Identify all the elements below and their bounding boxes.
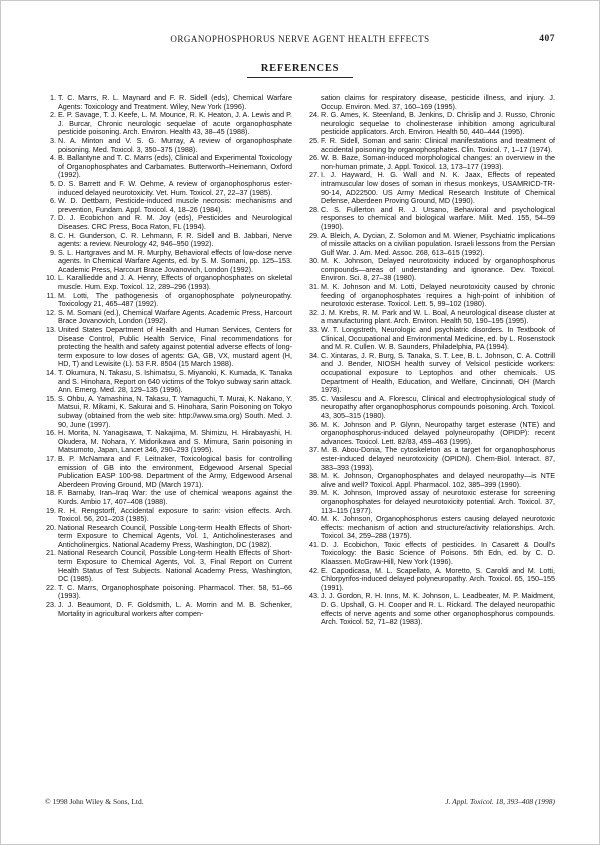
reference-number: 4. <box>50 153 56 163</box>
reference-text: M. K. Johnson, Organophosphates and delayed neuropathy—is NTE alive and well? Toxicol. Appl. Pharmacol. 102, 385–399 (1990). <box>321 471 555 489</box>
reference-text: F. Barnaby, Iran–Iraq War: the use of chemical weapons against the Kurds. Ambio 17, 407–408 (1988). <box>58 488 292 506</box>
right-column <box>308 94 555 792</box>
reference-number: 3. <box>50 135 56 145</box>
reference-item <box>308 541 555 567</box>
reference-item <box>308 283 555 309</box>
reference-number: 15. <box>46 393 56 403</box>
reference-item <box>45 292 292 309</box>
reference-number: 40. <box>309 514 319 524</box>
reference-columns <box>45 94 555 792</box>
reference-text: National Research Council, Possible Long-term Health Effects of Short-term Exposure to Chemical Agents, Vol. 1, Anticholinesterases and Anticholinergics. National Academy Press, Washington, DC (1982). <box>58 522 292 549</box>
reference-number: 23. <box>46 600 56 610</box>
reference-item <box>308 472 555 489</box>
reference-number: 5. <box>50 178 56 188</box>
reference-text: T. C. Marrs, Organophosphate poisoning. Pharmacol. Ther. 58, 51–66 (1993). <box>58 582 292 601</box>
reference-item <box>45 584 292 601</box>
section-title: REFERENCES <box>247 63 354 78</box>
reference-item <box>45 197 292 214</box>
reference-item <box>45 214 292 231</box>
reference-text: S. Ohbu, A. Yamashina, N. Takasu, T. Yamaguchi, T. Murai, K. Nakano, Y. Matsui, R. Mikami, K. Sakurai and S. Hinohara, Sarin Poisoning on Tokyo subway (obtained from the web site: http://www.sma.org) South. Med. J. 90, June (1997). <box>58 393 292 429</box>
reference-number: 37. <box>309 445 319 455</box>
reference-item <box>45 137 292 154</box>
reference-number: 38. <box>309 471 319 481</box>
reference-item <box>308 309 555 326</box>
reference-item <box>308 232 555 258</box>
reference-item <box>308 489 555 515</box>
reference-text: N. A. Minton and V. S. G. Murray, A review of organophosphate poisoning. Med. Toxicol. 3, 350–375 (1988). <box>58 135 292 154</box>
running-title: ORGANOPHOSPHORUS NERVE AGENT HEALTH EFFECTS <box>170 34 430 44</box>
reference-number: 28. <box>309 204 319 214</box>
reference-number: 35. <box>309 393 319 403</box>
reference-number: 30. <box>309 256 319 266</box>
reference-text: T. Okumura, N. Takasu, S. Ishimatsu, S. Miyanoki, K. Kumada, K. Tanaka and S. Hinohara, Report on 640 victims of the Tokyo subway sarin attack. Ann. Emerg. Med. 28, 129–135 (1996). <box>58 368 292 395</box>
reference-text: C. Xintaras, J. R. Burg, S. Tanaka, S. T. Lee, B. L. Johnson, C. A. Cottrill and J. Bender, NIOSH health survey of Velsicol pesticide workers: occupational exposure to Leptophos and other chemicals. US Department of Health, Education, and Welfare, Cincinnati, OH (March 1978). <box>321 350 555 395</box>
reference-item <box>308 206 555 232</box>
reference-number: 6. <box>50 196 56 206</box>
reference-item <box>45 154 292 180</box>
reference-text: L. Karalliedde and J. A. Henry, Effects of organophosphates on skeletal muscle. Hum. Exp. Toxicol. 12, 289–296 (1993). <box>58 273 292 292</box>
reference-text: C. H. Gunderson, C. R. Lehmann, F. R. Sidell and B. Jabbari, Nerve agents: a review. Neurology 42, 946–950 (1992). <box>58 230 292 249</box>
reference-text: H. Morita, N. Yanagisawa, T. Nakajima, M. Shimizu, H. Hirabayashi, H. Okudera, M. Nohara, Y. Midorikawa and S. Mimura, Sarin poisoning in Matsumoto, Japan, Lancet 346, 290–293 (1995). <box>58 428 292 455</box>
reference-text: E. Capodicasa, M. L. Scapellato, A. Moretto, S. Caroldi and M. Lotti, Chlorpyrifos-induced delayed polyneuropathy. Arch. Toxicol. 65, 150–155 (1991). <box>321 565 555 592</box>
reference-number: 17. <box>46 453 56 463</box>
reference-text: J. M. Krebs, R. M. Park and W. L. Boal, A neurological disease cluster at a manufacturing plant. Arch. Environ. Health 50, 190–195 (1995). <box>321 307 555 326</box>
continuation-text: sation claims for respiratory disease, pesticide illness, and injury. J. Occup. Environ. Med. 37, 160–169 (1995). <box>321 94 555 111</box>
reference-item <box>308 137 555 154</box>
reference-number: 39. <box>309 488 319 498</box>
reference-text: United States Department of Health and Human Services, Centers for Disease Control, Public Health Service, Final recommendations for protecting the health and safety against potential adverse effects of long-term exposure to low doses of agents: GA, GB, VX, mustard agent (H, HD, T) and Lewisite (L). 53 F.R. 8504 (15 March 1988). <box>58 325 292 369</box>
reference-number: 13. <box>46 325 56 335</box>
reference-number: 1. <box>50 94 56 102</box>
reference-text: M. K. Johnson and P. Glynn, Neuropathy target esterase (NTE) and organophosphorus-induced delayed polyneuropathy (OPIDP): recent advances. Toxicol. Lett. 82/83, 459–463 (1995). <box>321 419 555 446</box>
reference-number: 36. <box>309 419 319 429</box>
reference-number: 21. <box>46 548 56 558</box>
reference-number: 42. <box>309 565 319 575</box>
copyright-text: © 1998 John Wiley & Sons, Ltd. <box>45 797 144 806</box>
reference-text: D. J. Ecobichon, Toxic effects of pesticides. In Casarett & Doull's Toxicology: the Basic Science of Poisons. 5th Edn, ed. by C. D. Klaassen. McGraw-Hill, New York (1996). <box>321 539 555 567</box>
reference-number: 25. <box>309 135 319 145</box>
reference-item <box>45 111 292 137</box>
reference-item <box>45 249 292 275</box>
reference-text: S. L. Hartgraves and M. R. Murphy, Behavioral effects of low-dose nerve agents. In Chemical Warfare Agents, ed. by S. M. Somani, pp. 125–153. Academic Press, Harcourt Brace Jovanovich, London (1992). <box>58 247 292 274</box>
page-footer <box>45 797 555 806</box>
reference-item <box>45 309 292 326</box>
reference-item <box>308 421 555 447</box>
reference-number: 8. <box>50 230 56 240</box>
reference-item <box>45 274 292 291</box>
reference-item <box>45 549 292 583</box>
reference-text: C. Vasilescu and A. Florescu, Clinical and electrophysiological study of neuropathy after organophosphorus compounds poisoning. Arch. Toxicol. 43, 305–315 (1980). <box>321 393 555 420</box>
reference-item <box>308 111 555 137</box>
reference-text: M. K. Johnson, Delayed neurotoxicity induced by organophosphorus compounds—areas of understanding and ignorance. Dev. Toxicol. Environ. Sci. 8, 27–38 (1980). <box>321 256 555 283</box>
reference-text: D. S. Barrett and F. W. Oehme, A review of organophosphorus ester-induced delayed neurotoxicity. Vet. Hum. Toxicol. 27, 22–37 (1985). <box>58 178 292 197</box>
reference-number: 2. <box>50 110 56 120</box>
reference-item <box>45 507 292 524</box>
reference-number: 18. <box>46 488 56 498</box>
reference-item <box>45 601 292 618</box>
page-header <box>45 34 555 46</box>
reference-item <box>308 326 555 352</box>
reference-number: 20. <box>46 522 56 532</box>
reference-text: R. H. Rengstorff, Accidental exposure to sarin: vision effects. Arch. Toxicol. 56, 201–203 (1985). <box>58 505 292 524</box>
reference-number: 24. <box>309 110 319 120</box>
reference-text: W. T. Longstreth, Neurologic and psychiatric disorders. In Textbook of Clinical, Occupational and Environmental Medicine, ed. by L. Rosenstock and M. R. Cullen. W. B. Saunders, Philadelphia, PA (1994). <box>321 325 555 352</box>
reference-text: T. C. Marrs, R. L. Maynard and F. R. Sidell (eds), Chemical Warfare Agents: Toxicology and Treatment. Wiley, New York (1996). <box>58 94 292 111</box>
reference-number: 26. <box>309 153 319 163</box>
reference-number: 27. <box>309 170 319 180</box>
reference-item <box>308 171 555 205</box>
reference-text: W. D. Dettbarn, Pesticide-induced muscle necrosis: mechanisms and prevention, Fundam. Appl. Toxicol. 4, 18–26 (1984). <box>58 196 292 214</box>
reference-item <box>45 232 292 249</box>
reference-number: 11. <box>46 290 56 300</box>
journal-reference-text: J. Appl. Toxicol. 18, 393–408 (1998) <box>445 797 555 806</box>
reference-text: M. B. Abou-Donia, The cytoskeleton as a target for organophosphorus ester-induced delayed neurotoxicity (OPIDN). Chem-Biol. Interact. 87, 383–393 (1993). <box>321 445 555 472</box>
reference-number: 16. <box>46 428 56 438</box>
reference-item <box>45 94 292 111</box>
reference-item <box>308 395 555 421</box>
reference-number: 14. <box>46 368 56 377</box>
reference-number: 7. <box>50 213 56 223</box>
reference-text: M. Lotti, The pathogenesis of organophosphate polyneuropathy. Toxicology 21, 465–487 (1992). <box>58 290 292 309</box>
reference-number: 22. <box>46 582 56 592</box>
reference-text: S. M. Somani (ed.), Chemical Warfare Agents. Academic Press, Harcourt Brace Jovanovich, London (1992). <box>58 307 292 326</box>
reference-text: M. K. Johnson and M. Lotti, Delayed neurotoxicity caused by chronic feeding of organophosphates requires a high-point of inhibition of neurotoxic esterase. Toxicol. Lett. 5, 99–102 (1980). <box>321 282 555 309</box>
reference-item <box>308 446 555 472</box>
reference-number: 33. <box>309 325 319 335</box>
reference-text: I. J. Hayward, H. G. Wall and N. K. Jaax, Effects of repeated intramuscular low doses of soman in rhesus monkeys, USAMRICD-TR-90-14, AD22500. US Army Medical Research Institute of Chemical Defense, Aberdeen Proving Ground, MD (1990). <box>321 170 555 206</box>
reference-number: 31. <box>309 282 319 292</box>
reference-text: E. P. Savage, T. J. Keefe, L. M. Mounce, R. K. Heaton, J. A. Lewis and P. J. Burcar, Chronic neurologic sequelae of acute organophosphate pesticide poisoning. Arch. Environ. Health 43, 38–45 (1988). <box>58 110 292 137</box>
reference-number: 12. <box>46 307 56 317</box>
reference-item <box>308 154 555 171</box>
reference-text: J. J. Beaumont, D. F. Goldsmith, L. A. Morrin and M. B. Schenker, Mortality in agricultural workers after compen- <box>58 600 292 618</box>
reference-text: R. G. Ames, K. Steenland, B. Jenkins, D. Chrislip and J. Russo, Chronic neurologic sequelae to cholinesterase inhibition among agricultural pesticide applicators. Arch. Environ. Health 50, 440–444 (1995). <box>321 110 555 137</box>
reference-item <box>45 429 292 455</box>
reference-item <box>308 592 555 626</box>
reference-text: A. Bleich, A. Dycian, Z. Solomon and M. Wiener, Psychiatric implications of missile attacks on a civilian population. Israeli lessons from the Persian Gulf War. J. Am. Med. Assoc. 268, 613–615 (1992). <box>321 230 555 257</box>
reference-item <box>308 567 555 593</box>
reference-item <box>45 326 292 369</box>
right-reference-list <box>308 111 555 627</box>
reference-item <box>308 352 555 395</box>
reference-text: National Research Council, Possible Long-term Health Effects of Short-term Exposure to Chemical Agents, Vol. 3, Final Report on Current Health Status of Test Subjects. National Academy Press, Washington, DC (1985). <box>58 548 292 584</box>
reference-text: J. J. Gordon, R. H. Inns, M. K. Johnson, L. Leadbeater, M. P. Maidment, D. G. Upshall, G. H. Cooper and R. L. Rickard. The delayed neuropathic effects of nerve agents and some other organophosphorus compounds. Arch. Toxicol. 52, 71–82 (1983). <box>321 591 555 627</box>
reference-number: 32. <box>309 307 319 317</box>
reference-number: 41. <box>309 539 319 549</box>
reference-item <box>45 180 292 197</box>
reference-item <box>45 395 292 429</box>
reference-text: M. K. Johnson, Improved assay of neurotoxic esterase for screening organophosphates for delayed neurotoxicity potential. Arch. Toxicol. 37, 113–115 (1977). <box>321 488 555 515</box>
reference-item <box>45 524 292 550</box>
reference-text: D. J. Ecobichon and R. M. Joy (eds), Pesticides and Neurological Diseases. CRC Press, Boca Raton, FL (1994). <box>58 213 292 231</box>
reference-item <box>308 257 555 283</box>
left-reference-list <box>45 94 292 618</box>
reference-number: 19. <box>46 505 56 515</box>
reference-item <box>308 515 555 541</box>
reference-number: 34. <box>309 350 319 360</box>
reference-item <box>45 455 292 489</box>
reference-item <box>45 369 292 395</box>
reference-text: C. S. Fullerton and R. J. Ursano, Behavioral and psychological responses to chemical and biological warfare. Milit. Med. 155, 54–59 (1990). <box>321 204 555 231</box>
reference-text: M. K. Johnson, Organophosphorus esters causing delayed neurotoxic effects: mechanism of action and structure/activity relationships. Arch. Toxicol. 34, 259–288 (1975). <box>321 514 555 541</box>
reference-text: B. Ballantyne and T. C. Marrs (eds), Clinical and Experimental Toxicology of Organophosphates and Carbamates. Butterworth–Heinemann, Oxford (1992). <box>58 153 292 180</box>
reference-text: B. P. McNamara and F. Leitnaker, Toxicological basis for controlling emission of GB into the environment, Edgewood Arsenal Special Publication EASP 100-98. Department of the Army, Edgewood Arsenal Aberdeen Proving Ground, MD (March 1971). <box>58 453 292 489</box>
left-column <box>45 94 292 792</box>
page-number: 407 <box>539 34 555 44</box>
reference-item <box>45 489 292 506</box>
reference-number: 43. <box>309 591 319 601</box>
reference-text: W. B. Baze, Soman-induced morphological changes: an overview in the non-human primate, J. Appl. Toxicol. 13, 173–177 (1993). <box>321 153 555 171</box>
reference-number: 9. <box>50 247 56 257</box>
reference-text: F. R. Sidell, Soman and sarin: Clinical manifestations and treatment of accidental poisoning by organophosphates. Clin. Toxicol. 7, 1–17 (1974). <box>321 135 555 154</box>
section-heading <box>1 63 599 78</box>
reference-number: 29. <box>309 230 319 240</box>
reference-number: 10. <box>46 273 56 283</box>
